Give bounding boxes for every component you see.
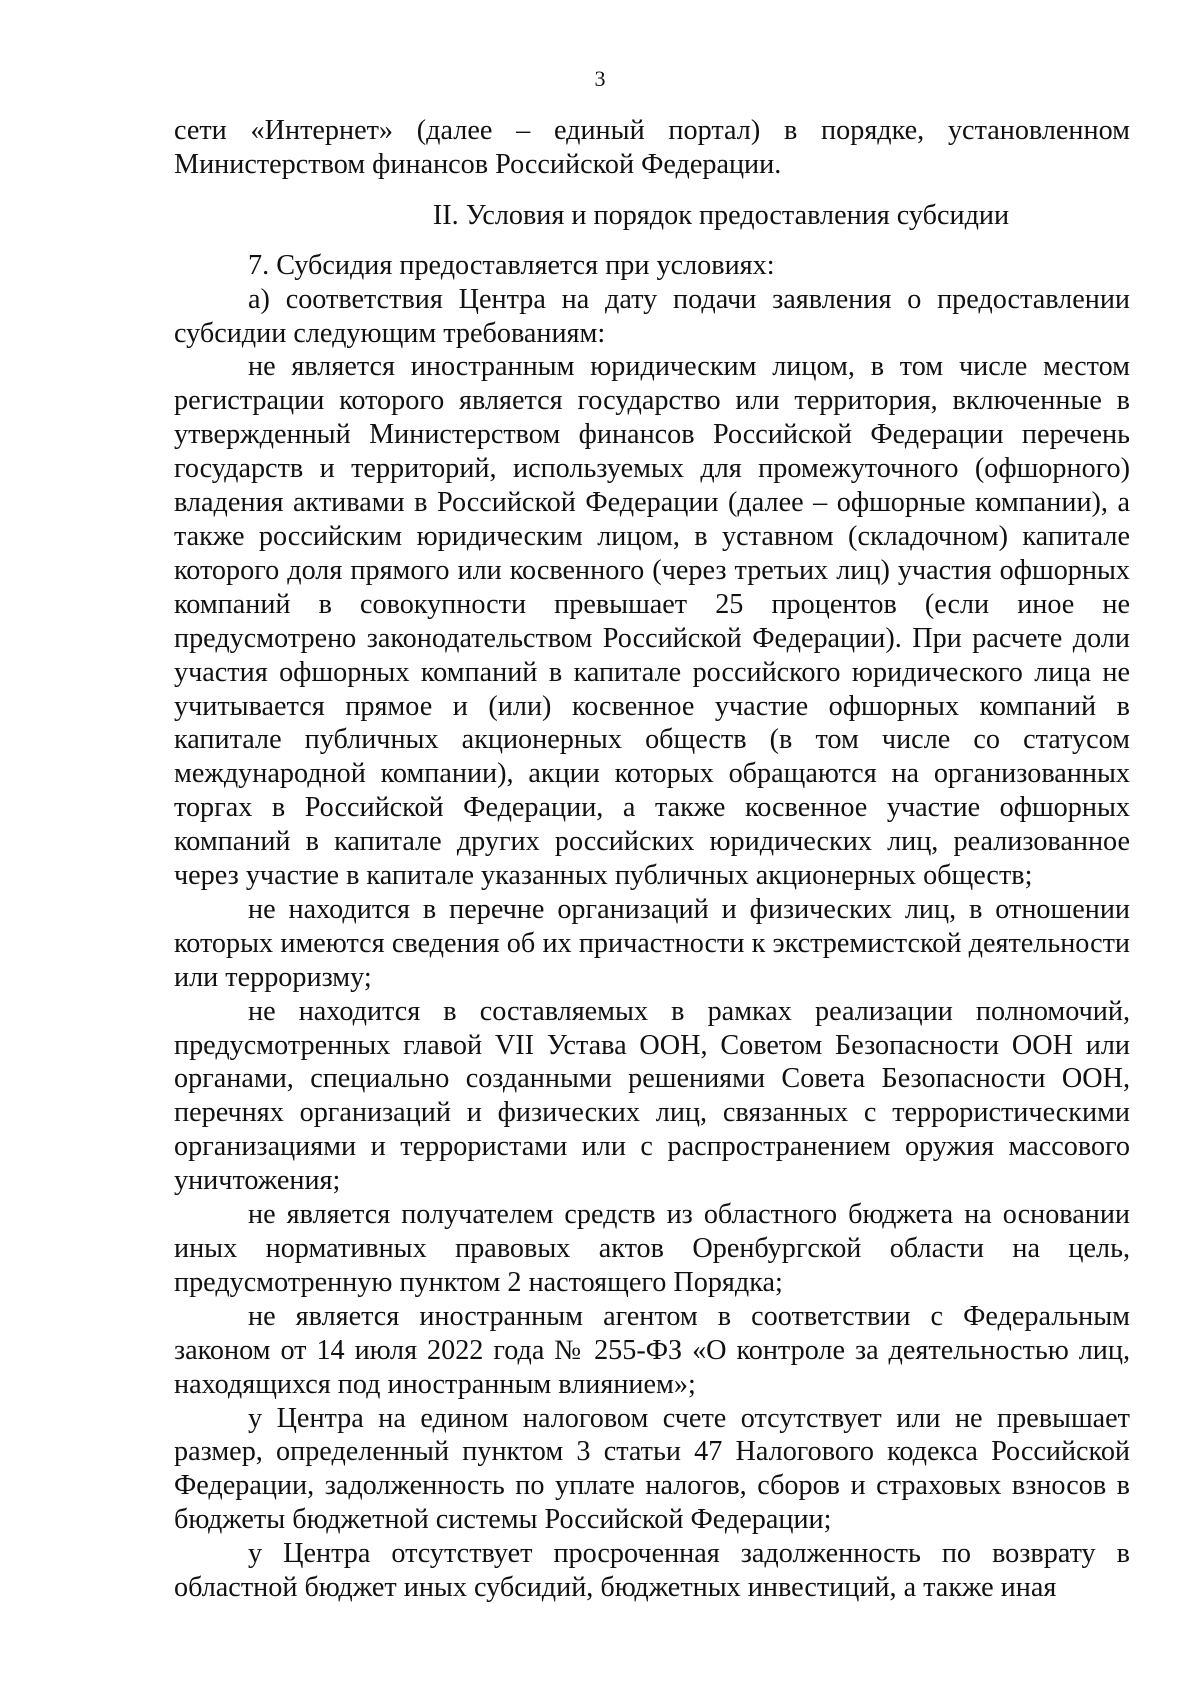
document-body: [174, 114, 1130, 1605]
paragraph-requirement-extremism: не находится в перечне организаций и физических лиц, в отношении которых имеются сведения об их причастности к экстремистской деятельности или терроризму;: [174, 893, 1130, 993]
paragraph-clause-7: 7. Субсидия предоставляется при условиях:: [248, 249, 775, 281]
paragraph-requirement-other-funds: не является получателем средств из областного бюджета на основании иных нормативных правовых актов Оренбургской области на цель, предусмотренную пунктом 2 настоящего Порядка;: [174, 1199, 1130, 1298]
paragraph-requirement-offshore: не является иностранным юридическим лицом, в том числе местом регистрации которого является государство или территория, включенные в утвержденный Министерством финансов Российской Федерации перечень государств и территорий, используемых для промежуточного (офшорного) владения активами в Российской Федерации (далее – офшорные компании), а также российским юридическим лицом, в уставном (складочном) капитале которого доля прямого или косвенного (через третьих лиц) участия офшорных компаний в совокупности превышает 25 процентов (если иное не предусмотрено законодательством Российской Федерации). При расчете доли участия офшорных компаний в капитале российского юридического лица не учитывается прямое и (или) косвенное участие офшорных компаний в капитале публичных акционерных обществ (в том числе со статусом международной компании), акции которых обращаются на организованных торгах в Российской Федерации, а также косвенное участие офшорных компаний в капитале других российских юридических лиц, реализованное через участие в капитале указанных публичных акционерных обществ;: [174, 351, 1130, 892]
paragraph-continuation: сети «Интернет» (далее – единый портал) в порядке, установленном Министерством финансов Российской Федерации.: [174, 115, 1130, 180]
paragraph-subclause-a: а) соответствия Центра на дату подачи заявления о предоставлении субсидии следующим требованиям:: [174, 283, 1130, 349]
paragraph-requirement-tax-debt: у Центра на едином налоговом счете отсутствует или не превышает размер, определенный пунктом 3 статьи 47 Налогового кодекса Российской Федерации, задолженность по уплате налогов, сборов и страховых взносов в бюджеты бюджетной системы Российской Федерации;: [174, 1402, 1130, 1536]
paragraph-requirement-overdue-debt: у Центра отсутствует просроченная задолженность по возврату в областной бюджет иных субсидий, бюджетных инвестиций, а также иная: [174, 1538, 1130, 1604]
paragraph-requirement-foreign-agent: не является иностранным агентом в соответствии с Федеральным законом от 14 июля 2022 года № 255-ФЗ «О контроле за деятельностью лиц, находящихся под иностранным влиянием»;: [174, 1300, 1130, 1400]
page-number: 3: [594, 66, 606, 91]
section-heading: II. Условия и порядок предоставления субсидии: [432, 199, 1010, 231]
paragraph-requirement-un-lists: не находится в составляемых в рамках реализации полномочий, предусмотренных главой VII Устава ООН, Советом Безопасности ООН или органами, специально созданными решениями Совета Безопасности ООН, перечнях организаций и физических лиц, связанных с террористическими организациями и террористами или с распространением оружия массового уничтожения;: [174, 995, 1130, 1197]
